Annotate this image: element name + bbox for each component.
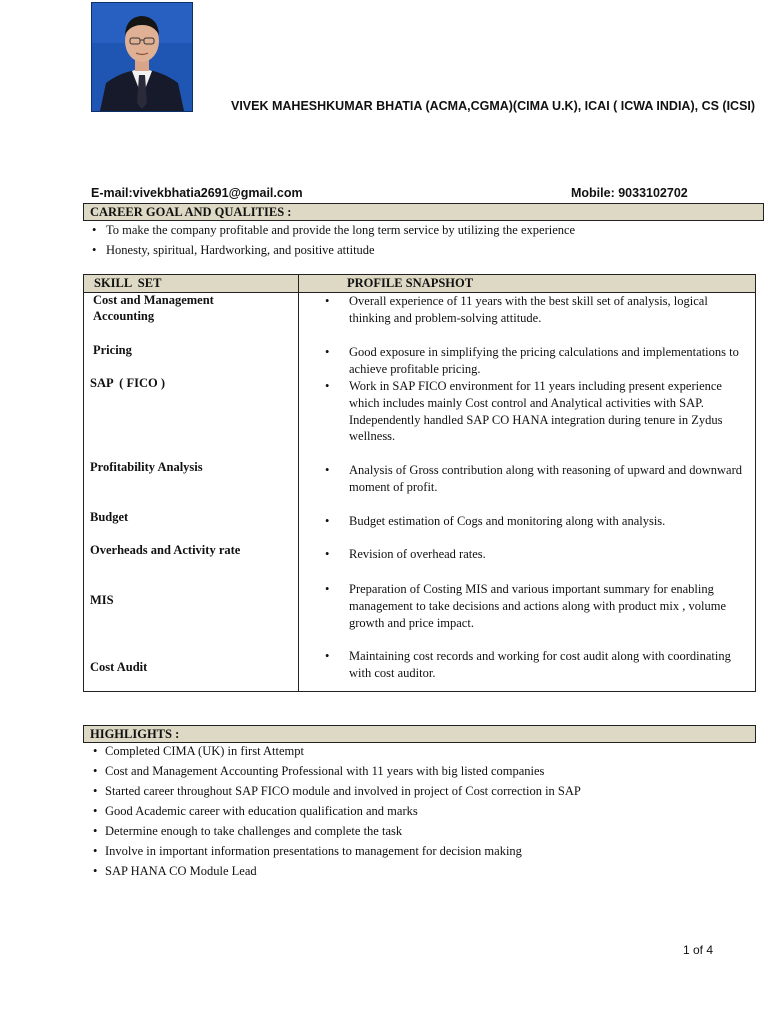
skill-item: MIS (90, 593, 114, 607)
list-item: • Cost and Management Accounting Professional with 11 years with big listed companies (89, 763, 581, 783)
table-header (84, 275, 755, 293)
profile-item: Budget estimation of Cogs and monitoring along with analysis. (349, 514, 666, 528)
bullet-icon: • (325, 547, 330, 561)
skill-item: Overheads and Activity rate (90, 543, 241, 557)
email-address: E-mail:vivekbhatia2691@gmail.com (91, 186, 303, 200)
list-item: • Good Academic career with education qualification and marks (89, 803, 581, 823)
career-goal-heading: CAREER GOAL AND QUALITIES : (83, 203, 764, 221)
column-header-skill: SKILL SET (94, 276, 162, 290)
career-goal-list (92, 222, 575, 262)
portrait-image (92, 3, 192, 111)
profile-item: Work in SAP FICO environment for 11 years including present experience which includes mainly Cost control and Analytical activities with SAP. Independently handled SAP CO HANA integration during tenure in Zydus wellness. (349, 379, 723, 444)
bullet-icon: • (325, 649, 330, 663)
profile-item: Analysis of Gross contribution along with reasoning of upward and downward moment of profit. (349, 463, 742, 494)
list-item: • To make the company profitable and provide the long term service by utilizing the experience (92, 222, 575, 242)
skill-item: SAP ( FICO ) (90, 376, 165, 390)
bullet-icon: • (325, 582, 330, 596)
skill-item: Budget (90, 510, 129, 524)
skill-item: Cost Audit (90, 660, 148, 674)
skill-item: Pricing (93, 343, 132, 357)
profile-item: Preparation of Costing MIS and various important summary for enabling management to take decisions and actions along with product mix , volume growth and price impact. (349, 582, 726, 630)
list-item: • Involve in important information presentations to management for decision making (89, 843, 581, 863)
mobile-number: Mobile: 9033102702 (571, 186, 688, 200)
skills-table (83, 274, 756, 692)
profile-item: Maintaining cost records and working for cost audit along with coordinating with cost auditor. (349, 649, 731, 680)
column-header-profile: PROFILE SNAPSHOT (347, 276, 474, 290)
page-number: 1 of 4 (683, 943, 714, 957)
skill-item: Cost and Management Accounting (93, 293, 214, 323)
profile-item: Revision of overhead rates. (349, 547, 486, 561)
bullet-icon: • (325, 379, 330, 393)
column-divider (298, 275, 299, 691)
profile-photo (91, 2, 193, 112)
bullet-icon: • (325, 345, 330, 359)
list-item: • SAP HANA CO Module Lead (89, 863, 581, 883)
highlights-list (89, 743, 581, 883)
bullet-icon: • (325, 294, 330, 308)
bullet-icon: • (325, 463, 330, 477)
list-item: • Started career throughout SAP FICO module and involved in project of Cost correction in SAP (89, 783, 581, 803)
list-item: • Determine enough to take challenges and complete the task (89, 823, 581, 843)
candidate-name: VIVEK MAHESHKUMAR BHATIA (ACMA,CGMA)(CIMA U.K), ICAI ( ICWA INDIA), CS (ICSI) (231, 99, 756, 113)
list-item: • Completed CIMA (UK) in first Attempt (89, 743, 581, 763)
list-item: • Honesty, spiritual, Hardworking, and positive attitude (92, 242, 575, 262)
highlights-heading: HIGHLIGHTS : (83, 725, 756, 743)
skill-item: Profitability Analysis (90, 460, 203, 474)
bullet-icon: • (325, 514, 330, 528)
profile-item: Overall experience of 11 years with the best skill set of analysis, logical thinking and problem-solving attitude. (349, 294, 708, 325)
profile-item: Good exposure in simplifying the pricing calculations and implementations to achieve profitable pricing. (349, 345, 739, 376)
